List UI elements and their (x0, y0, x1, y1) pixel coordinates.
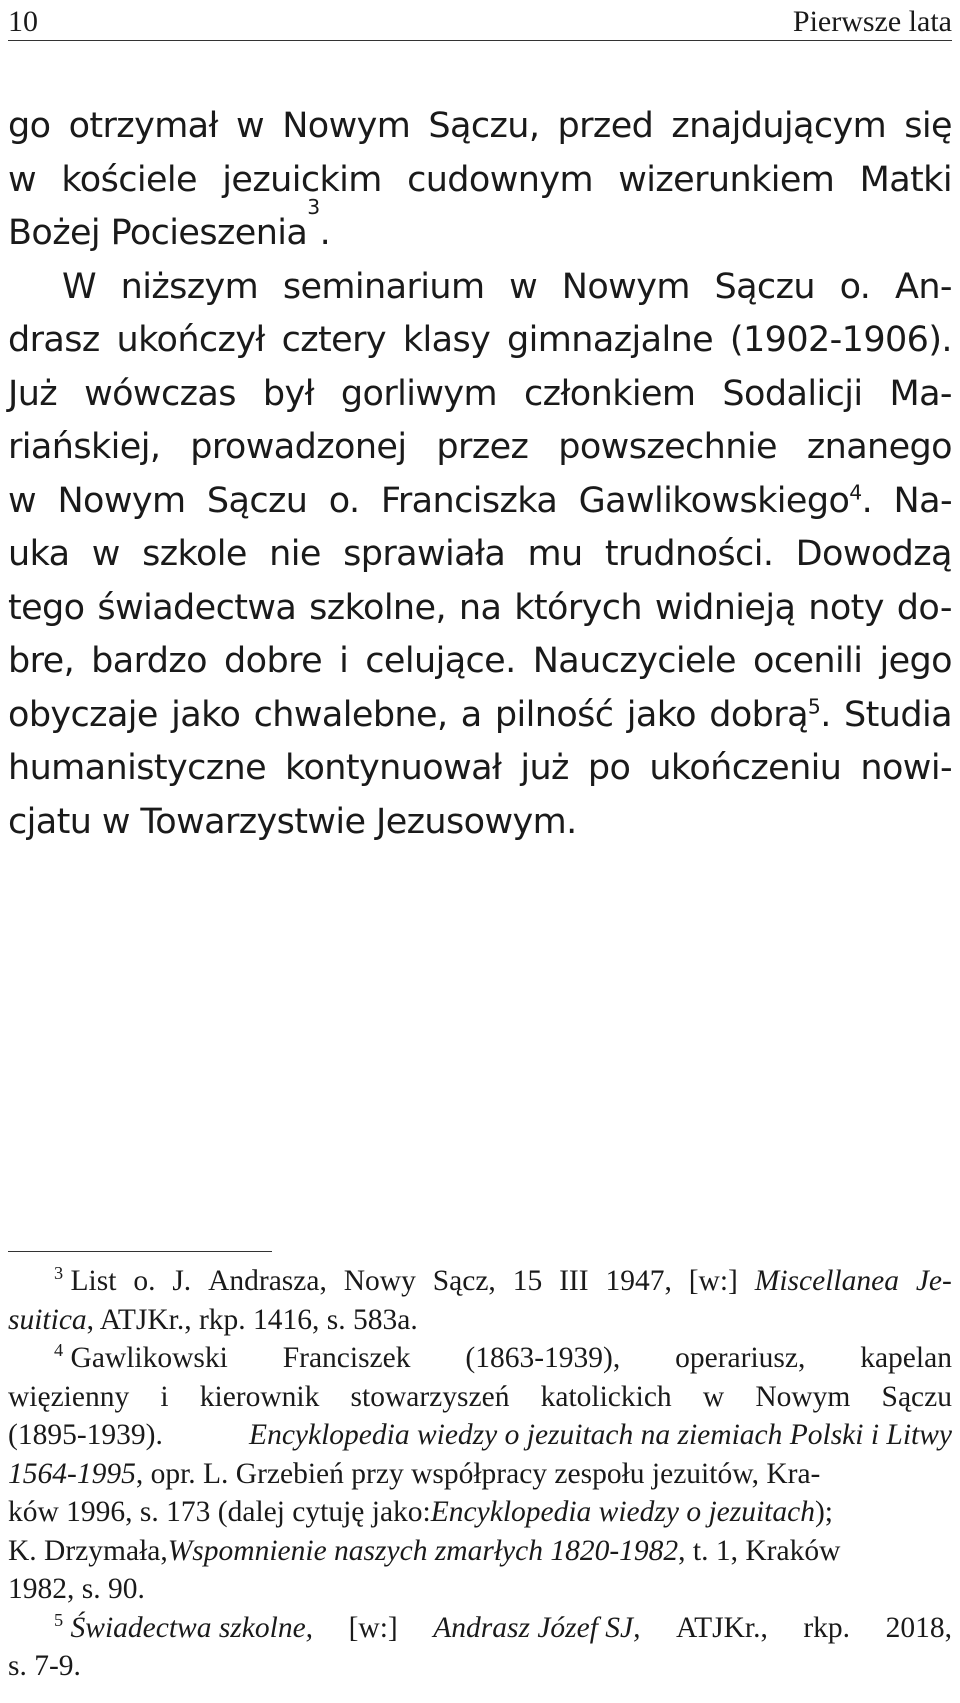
footnotes (8, 1262, 952, 1686)
text-line: obyczaje jako chwalebne, a pilność jako dobrą$^5$. Studia (8, 693, 952, 735)
main-text (8, 100, 952, 849)
text-line: bre, bardzo dobre i celujące. Nauczyciele ocenili jego (8, 641, 952, 681)
footnote-mark-5: 5 (54, 1609, 64, 1630)
footnote-mark-3: 3 (54, 1263, 64, 1284)
text-line: uka w szkole nie sprawiała mu trudności. Dowodzą (8, 534, 952, 574)
footnote-4-cont: (1895-1939). Encyklopedia wiedzy o jezuitach na ziemiach Polski i Litwy (8, 1419, 952, 1451)
running-header (8, 4, 952, 41)
text-line: drasz ukończył cztery klasy gimnazjalne (1902-1906). (8, 320, 952, 360)
footnote-ref-4[interactable]: 4 (849, 479, 862, 504)
footnote-3-cont: suitica , ATJKr., rkp. 1416, s. 583a. (8, 1303, 418, 1336)
footnote-ref-3[interactable]: 3 (307, 195, 320, 219)
footnote-5-cont: s. 7-9. (8, 1650, 81, 1682)
text-line: cjatu w Towarzystwie Jezusowym. (8, 801, 577, 842)
text-line: Bożej Pocieszenia 3 . (8, 207, 952, 261)
text-line: tego świadectwa szkolne, na których widnieją noty do- (8, 587, 952, 628)
footnote-4: $^4$ Gawlikowski Franciszek (1863-1939), operariusz, kapelan (54, 1340, 952, 1374)
footnote-4-cont: więzienny i kierownik stowarzyszeń katolickich w Nowym Sączu (8, 1380, 952, 1413)
text-line: go otrzymał w Nowym Sączu, przed znajdującym się (8, 106, 952, 146)
footnote-4-cont: K. Drzymała, Wspomnienie naszych zmarłych 1820-1982 , t. 1, Kraków (8, 1534, 841, 1567)
page-number: 10 (8, 5, 38, 38)
footnote-4-cont: ków 1996, s. 173 (dalej cytuję jako: Encyklopedia wiedzy o jezuitach ); (8, 1496, 834, 1528)
footnote-4-cont: 1564-1995 , opr. L. Grzebień przy współpracy zespołu jezuitów, Kra- (8, 1457, 821, 1490)
footnote-3: $^3$ List o. J. Andrasza, Nowy Sącz, 15 III 1947, [w:] Miscellanea Je- (54, 1263, 952, 1297)
footnote-5: $^5$ Świadectwa szkolne, [w:] Andrasz Józef SJ, ATJKr., rkp. 2018, (54, 1609, 952, 1644)
footnote-4-cont: 1982, s. 90. (8, 1573, 145, 1605)
text-line: w kościele jezuickim cudownym wizerunkiem Matki (8, 159, 952, 200)
text-line: W niższym seminarium w Nowym Sączu o. An- (62, 266, 952, 307)
footnote-mark-4: 4 (54, 1340, 64, 1361)
text-line: humanistyczne kontynuował już po ukończeniu nowi- (8, 748, 952, 788)
running-title: Pierwsze lata (792, 5, 952, 38)
text-line: riańskiej, prowadzonej przez powszechnie znanego (8, 427, 952, 467)
footnote-ref-5[interactable]: 5 (807, 693, 821, 718)
text-line: Już wówczas był gorliwym członkiem Sodalicji Ma- (8, 373, 952, 414)
text-line: w Nowym Sączu o. Franciszka Gawlikowskiego$^4$. Na- (8, 479, 952, 521)
footnote-separator (8, 1251, 272, 1252)
